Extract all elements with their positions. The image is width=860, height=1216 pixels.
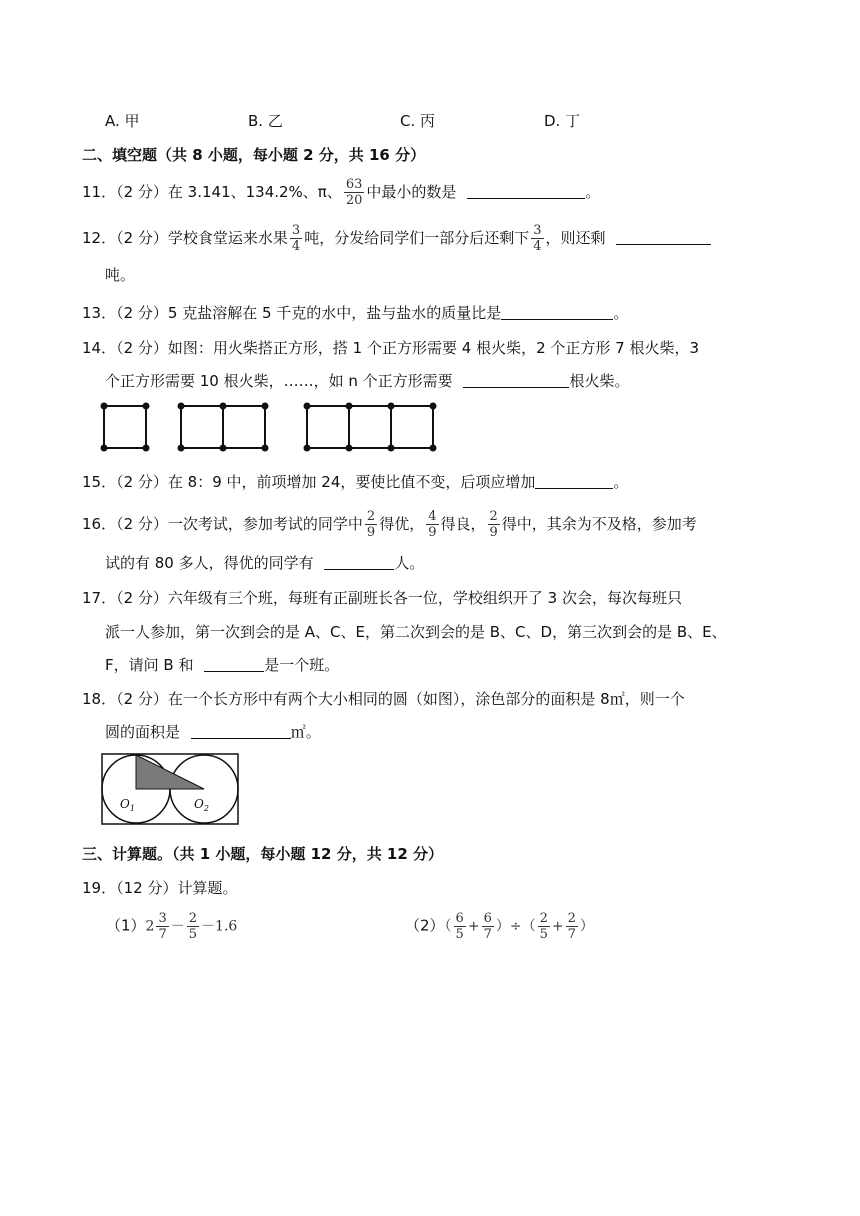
- option-a: A. 甲: [105, 112, 140, 130]
- matchstick-squares-figure: [98, 400, 443, 455]
- question-number: 17．: [82, 589, 117, 607]
- matchstick-square: [223, 406, 265, 448]
- label-o1: $O_1$: [120, 797, 135, 813]
- answer-blank[interactable]: [324, 553, 394, 570]
- question-14: [82, 337, 699, 358]
- question-number: 15．: [82, 473, 117, 491]
- answer-blank[interactable]: [204, 655, 264, 672]
- shaded-triangle: [136, 755, 204, 789]
- question-text: （12 分）计算题。: [116, 879, 238, 897]
- question-text: （2 分）学校食堂运来水果: [116, 229, 288, 247]
- question-14-line-2: 个正方形需要 10 根火柴，……，如 n 个正方形需要 根火柴。: [105, 372, 630, 390]
- fraction: $\frac{6}{5}$: [455, 911, 464, 942]
- question-15: 15．（2 分）在 8：9 中，前项增加 24，要使比值不变，后项应增加 。: [82, 473, 629, 491]
- answer-blank[interactable]: [535, 472, 613, 489]
- question-text: （2 分）在 3.141、134.2%、π、: [116, 183, 342, 201]
- question-13: 13．（2 分）5 克盐溶解在 5 千克的水中，盐与盐水的质量比是 。: [82, 304, 629, 322]
- label-o2: $O_2$: [194, 797, 209, 813]
- question-number: 19．: [82, 879, 117, 897]
- question-17: [82, 587, 682, 608]
- answer-blank[interactable]: [616, 228, 711, 245]
- question-number: 18．: [82, 690, 117, 708]
- question-18: [82, 688, 685, 709]
- matchstick-square: [181, 406, 223, 448]
- matchstick-square: [391, 406, 433, 448]
- fraction: $\frac{3}{7}$: [158, 911, 167, 942]
- matchstick-square: [307, 406, 349, 448]
- question-16: 16．（2 分）一次考试，参加考试的同学中 $\frac{2}{9}$ 得优， $\frac{4}{9}$ 得良， $\frac{2}{9}$ 得中，其余为不及格，参加考: [82, 509, 697, 540]
- question-19: [82, 877, 237, 898]
- question-18-line-2: 圆的面积是 ㎡。: [105, 723, 321, 741]
- question-text: （2 分）5 克盐溶解在 5 千克的水中，盐与盐水的质量比是: [116, 304, 502, 322]
- question-number: 16．: [82, 515, 117, 533]
- question-text: 中最小的数是: [366, 183, 457, 201]
- fraction: $\frac{2}{9}$: [366, 509, 376, 540]
- answer-blank[interactable]: [501, 303, 613, 320]
- option-d: D. 丁: [544, 112, 581, 130]
- question-text: 吨，分发给同学们一部分后还剩下: [304, 229, 530, 247]
- question-number: 13．: [82, 304, 117, 322]
- question-text: （2 分）六年级有三个班，每班有正副班长各一位，学校组织开了 3 次会，每次每班只: [116, 589, 682, 607]
- rectangle-two-circles-figure: [100, 752, 242, 828]
- problem-2: （2）（ $\frac{6}{5}$ + $\frac{6}{7}$ ）÷（ $\frac{2}{5}$ + $\frac{2}{7}$ ）: [405, 911, 594, 942]
- question-text: （2 分）一次考试，参加考试的同学中: [116, 515, 363, 533]
- fraction: $\frac{2}{7}$: [567, 911, 576, 942]
- question-11: 11．（2 分）在 3.141、134.2%、π、 $\frac{63}{20}$ 中最小的数是 。: [82, 177, 601, 208]
- question-12-line-2: 吨。: [105, 266, 136, 284]
- section-3-title: 三、计算题。（共 1 小题，每小题 12 分，共 12 分）: [82, 845, 444, 863]
- answer-blank[interactable]: [467, 182, 585, 199]
- matchstick-square: [349, 406, 391, 448]
- fraction: $\frac{4}{9}$: [428, 509, 437, 540]
- fraction: $\frac{2}{5}$: [188, 911, 198, 942]
- section-2-title: 二、填空题（共 8 小题，每小题 2 分，共 16 分）: [82, 146, 426, 164]
- problem-1: （1）2 $\frac{3}{7}$ － $\frac{2}{5}$ －1.6: [106, 911, 238, 942]
- question-17-line-2: 派一人参加，第一次到会的是 A、C、E，第二次到会的是 B、C、D，第三次到会的是 B、E、: [105, 623, 727, 641]
- question-17-line-3: F，请问 B 和 是一个班。: [105, 656, 340, 674]
- fraction: $\frac{3}{4}$: [533, 223, 542, 254]
- fraction: $\frac{63}{20}$: [345, 177, 363, 208]
- fraction: $\frac{3}{4}$: [291, 223, 301, 254]
- question-number: 11．: [82, 183, 117, 201]
- fraction: $\frac{2}{5}$: [539, 911, 548, 942]
- question-text: （2 分）在一个长方形中有两个大小相同的圆（如图），涂色部分的面积是 8㎡，则一个: [116, 690, 685, 708]
- matchstick-square: [104, 406, 146, 448]
- fraction: $\frac{6}{7}$: [483, 911, 492, 942]
- answer-blank[interactable]: [191, 722, 291, 739]
- answer-blank[interactable]: [463, 371, 569, 388]
- question-text: （2 分）如图：用火柴搭正方形，搭 1 个正方形需要 4 根火柴，2 个正方形 7 根火柴，3: [116, 339, 700, 357]
- fraction: $\frac{2}{9}$: [489, 509, 498, 540]
- option-b: B. 乙: [248, 112, 283, 130]
- question-12: [82, 224, 711, 253]
- question-text: （2 分）在 8：9 中，前项增加 24，要使比值不变，后项应增加: [116, 473, 536, 491]
- question-number: 14．: [82, 339, 117, 357]
- question-text: ，则还剩: [545, 229, 606, 247]
- question-number: 12．: [82, 229, 117, 247]
- question-16-line-2: 试的有 80 多人，得优的同学有 人。: [105, 554, 425, 572]
- option-c: C. 丙: [400, 112, 436, 130]
